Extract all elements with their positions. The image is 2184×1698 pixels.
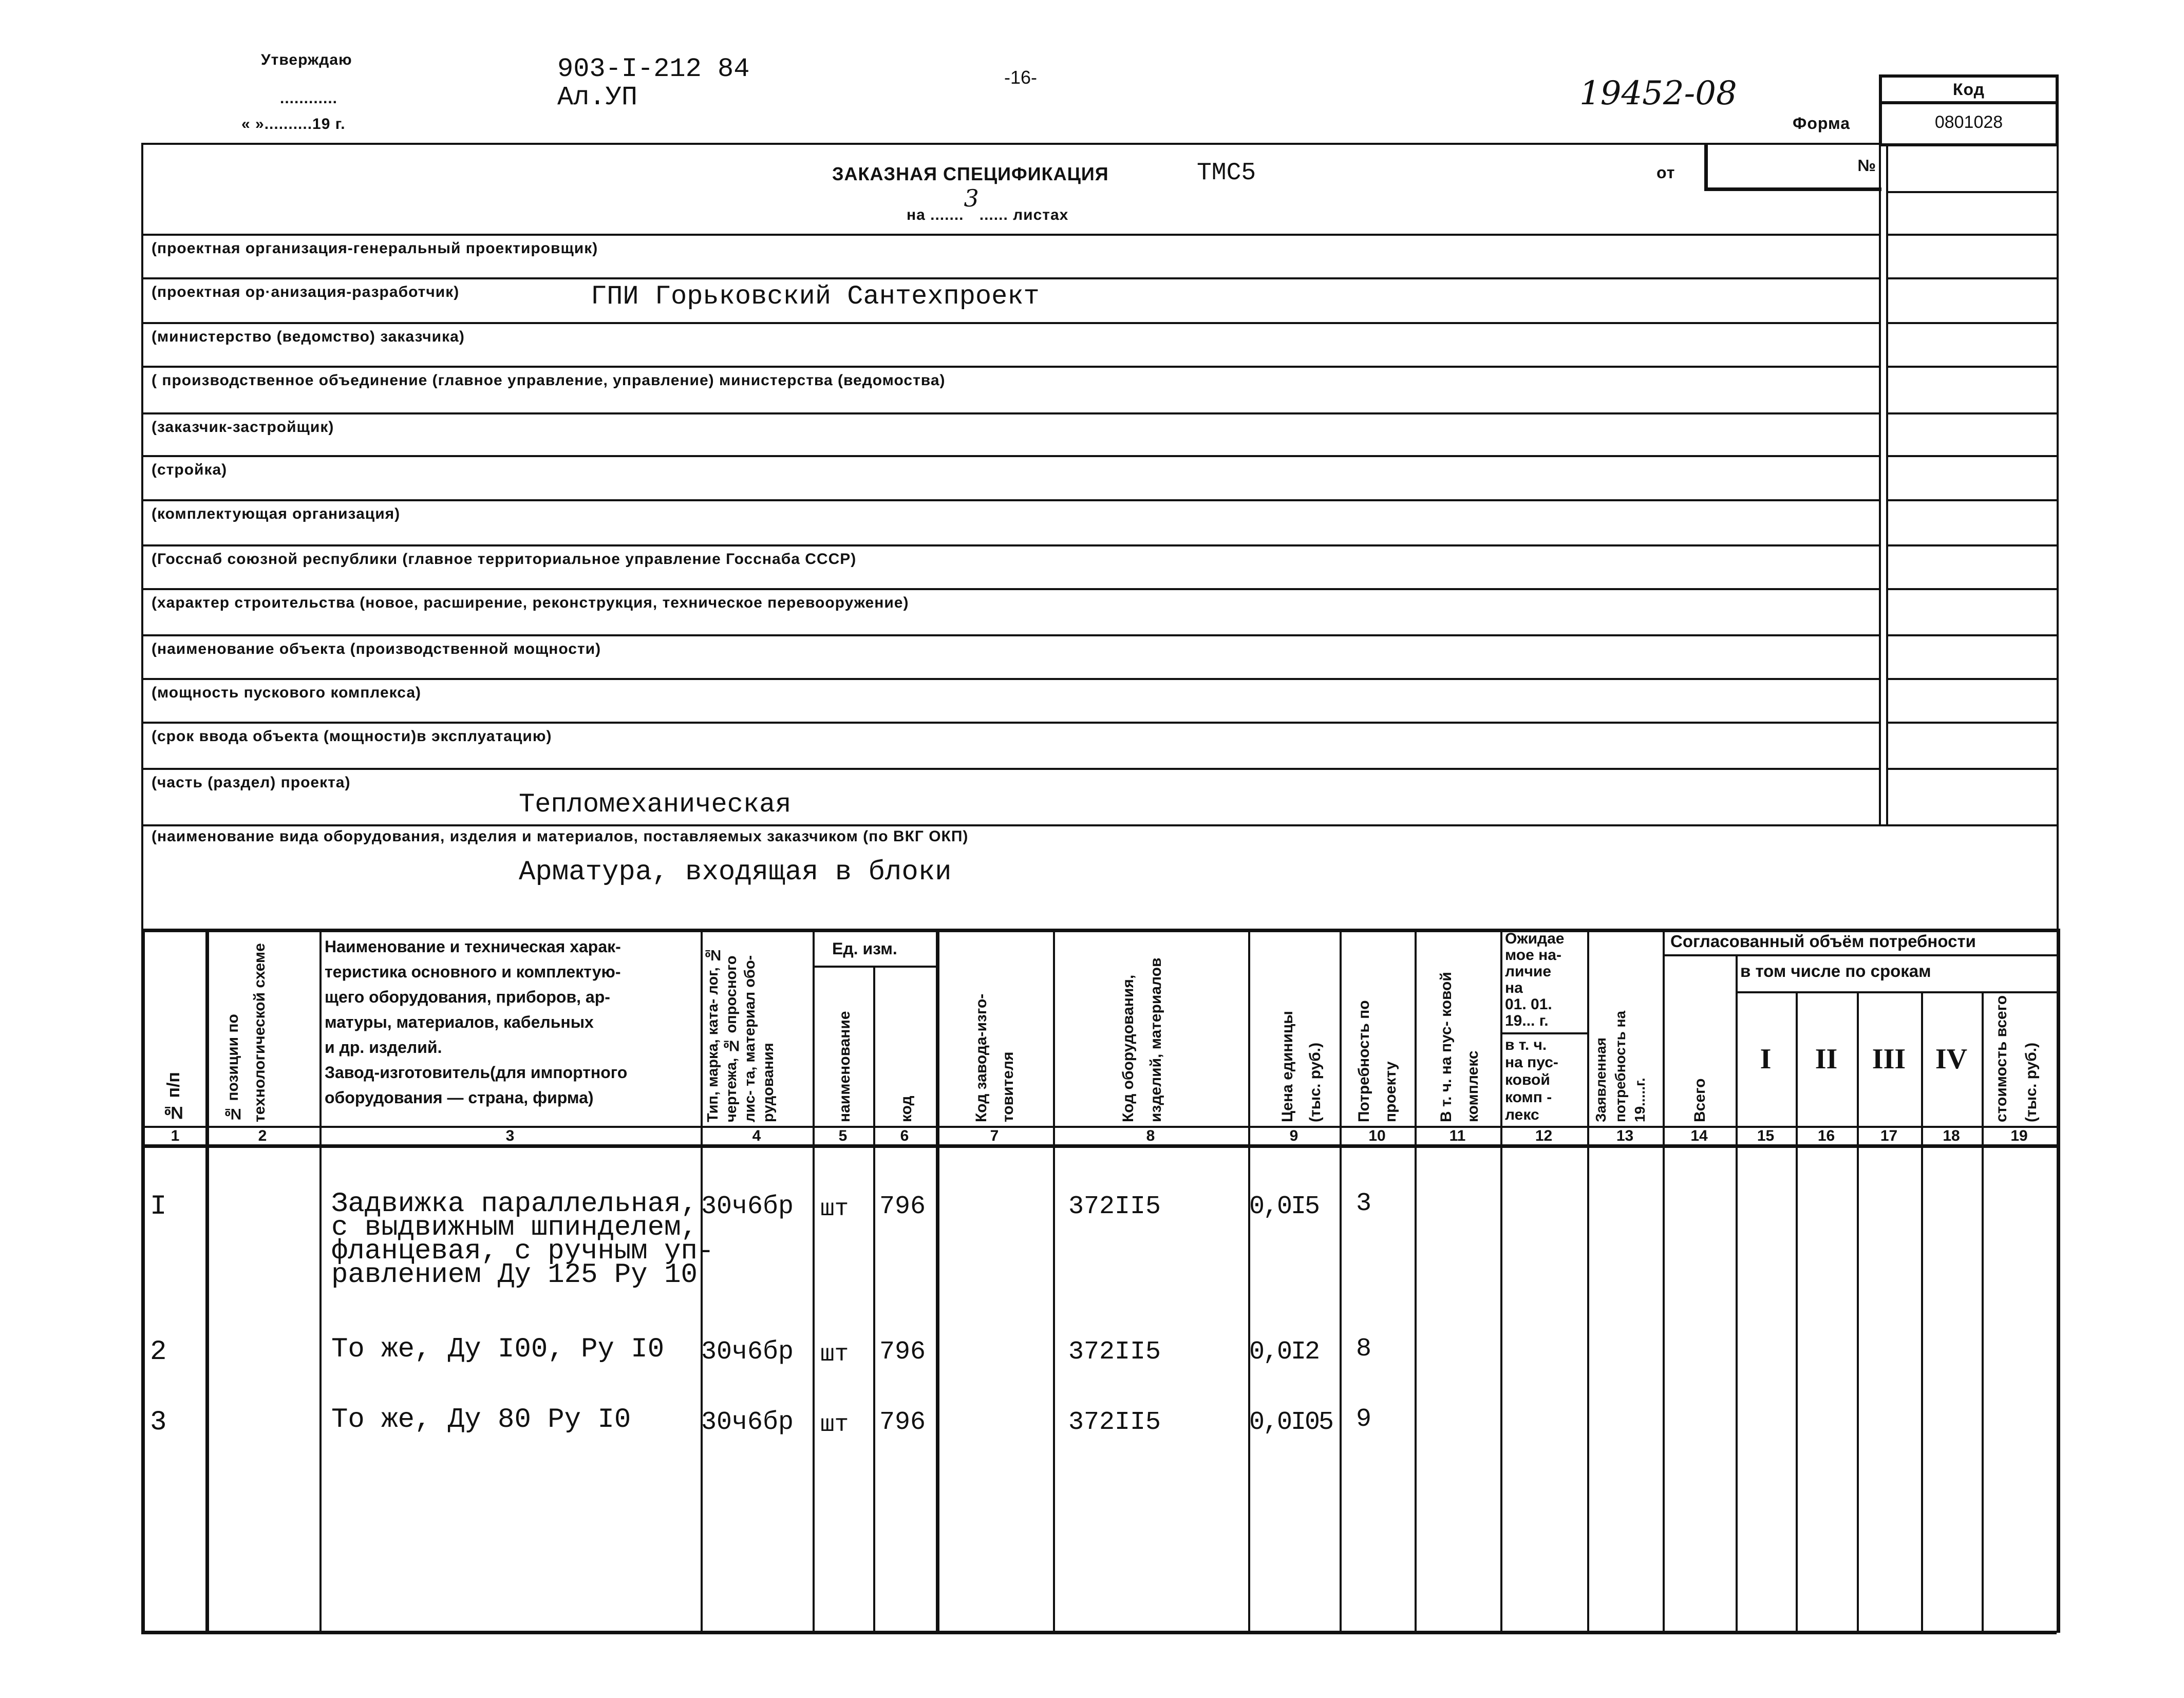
column-number: 13	[1616, 1127, 1634, 1144]
frame-top	[141, 143, 1879, 145]
form-row-line	[141, 277, 1879, 279]
column-number: 3	[505, 1127, 515, 1144]
form-row-line	[141, 678, 1879, 680]
column-number: 11	[1449, 1127, 1466, 1144]
col-header-name-line: щего оборудования, приборов, ар-	[325, 988, 610, 1006]
table-col-line	[1796, 991, 1798, 1631]
col-header-expected-sub-line: комп -	[1505, 1089, 1552, 1106]
col-header-expected-sub-line: ковой	[1505, 1071, 1550, 1088]
kod-row-line	[1886, 412, 2057, 414]
kod-value: 0801028	[1934, 112, 2003, 132]
form-field-label: (министерство (ведомство) заказчика)	[152, 328, 465, 345]
kod-row-line	[1886, 634, 2057, 636]
col-header-unit-group: Ед. изм.	[832, 939, 897, 958]
table-col-line	[205, 929, 209, 1631]
table-row-unit: шт	[820, 1196, 849, 1222]
equipment-type-value: Арматура, входящая в блоки	[519, 857, 952, 888]
kod-row-line	[1886, 455, 2057, 457]
table-row-unit: шт	[820, 1411, 849, 1438]
table-row-unit-code: 796	[879, 1408, 926, 1437]
col-header-price: Цена единицы (тыс. руб.)	[1279, 1011, 1324, 1122]
table-row-price: 0,0I05	[1249, 1408, 1333, 1437]
sheets-line	[907, 184, 1069, 225]
col-header-name-line: Наименование и техническая харак-	[325, 937, 621, 956]
column-number: 19	[2010, 1127, 2028, 1144]
sheets-prefix: на .......	[907, 206, 964, 223]
table-row-num: 2	[150, 1336, 167, 1368]
table-row-type: 30ч6бр	[701, 1408, 794, 1437]
kod-row-line	[1886, 544, 2057, 546]
col-header-name-line: и др. изделий.	[325, 1038, 442, 1056]
col-header-expected-line: 19... г.	[1505, 1012, 1549, 1029]
column-number: 4	[752, 1127, 761, 1144]
form-field-label: (проектная организация-генеральный проектировщик)	[152, 240, 598, 257]
kod-row-line	[1886, 191, 2057, 193]
table-col-line	[1415, 929, 1417, 1631]
kod-row-line	[1886, 322, 2057, 324]
col-header-agreed-group: Согласованный объём потребности	[1670, 932, 1976, 951]
col-header-need: Потребность по проекту	[1355, 1000, 1399, 1122]
kod-header-box	[1879, 74, 2059, 104]
album-label: Ал.УП	[557, 82, 638, 112]
table-col-line	[1587, 929, 1589, 1631]
col-header-term-c16: II	[1815, 1043, 1838, 1075]
table-row-type: 30ч6бр	[701, 1192, 794, 1221]
unit-group-line	[813, 966, 936, 968]
column-number: 12	[1535, 1127, 1553, 1144]
form-field-label: ( производственное объединение (главное управление, управление) министерства (ведомоства)	[152, 372, 946, 389]
sheets-value: 3	[964, 184, 980, 212]
form-row-line	[141, 588, 1879, 590]
table-row-price: 0,0I2	[1249, 1337, 1319, 1367]
page-number: -16-	[1004, 67, 1038, 88]
kod-row-line-13	[1879, 824, 2057, 826]
form-row-line	[141, 722, 1879, 724]
table-col-line	[1340, 929, 1342, 1631]
form-field-label: (мощность пускового комплекса)	[152, 684, 421, 701]
col-header-expected-line: Ожидае	[1505, 930, 1565, 947]
col-header-total: Всего	[1691, 1078, 1708, 1122]
approve-dots: ............	[280, 90, 338, 107]
form-row-line	[141, 768, 1879, 770]
spec-title: ЗАКАЗНАЯ СПЕЦИФИКАЦИЯ	[832, 163, 1109, 184]
table-bottom-line	[141, 1631, 2057, 1634]
form-field-label: (наименование объекта (производственной мощности)	[152, 640, 601, 657]
col-header-term-c17: III	[1872, 1043, 1906, 1075]
form-field-label: (заказчик-застройщик)	[152, 419, 334, 436]
table-col-line	[936, 929, 939, 1631]
kod-row-line	[1886, 499, 2057, 501]
form-row-line	[141, 544, 1879, 546]
col-header-type: Тип, марка, ката- лог, № чертежа, № опросного лис- та, материал обо- рудования	[705, 947, 777, 1122]
col-header-name-line: теристика основного и комплектую-	[325, 963, 621, 981]
table-col-line	[873, 966, 875, 1631]
table-col-line	[319, 929, 322, 1631]
table-row-unit-code: 796	[879, 1337, 926, 1367]
number-row-bottom-line	[141, 1144, 2057, 1148]
col-header-by-terms: в том числе по срокам	[1740, 961, 1931, 980]
table-col-line	[1982, 991, 1984, 1631]
column-number: 14	[1690, 1127, 1708, 1144]
table-row-equip-code: 372II5	[1068, 1337, 1161, 1367]
table-row-name: Задвижка параллельная,	[331, 1188, 698, 1220]
form-field-label: (проектная ор·анизация-разработчик)	[152, 284, 460, 300]
form-field-label: (характер строительства (новое, расширение, реконструкция, техническое перевооружение)	[152, 594, 909, 611]
from-label: от	[1656, 163, 1675, 182]
handwritten-number: 19452-08	[1579, 74, 1737, 112]
approve-label: Утверждаю	[261, 51, 352, 68]
form-field-label: (часть (раздел) проекта)	[152, 774, 351, 791]
kod-label: Код	[1953, 80, 1985, 99]
table-row-name: с выдвижным шпинделем,	[331, 1212, 698, 1243]
form-field-label: (стройка)	[152, 461, 228, 478]
column-number: 8	[1146, 1127, 1155, 1144]
col-header-expected-line: мое на-	[1505, 947, 1561, 964]
col-header-term-c15: I	[1760, 1043, 1772, 1075]
col-header-unit-name: наименование	[836, 1011, 853, 1122]
col-header-expected-sub-line: на пус-	[1505, 1054, 1558, 1071]
row-line-13	[141, 824, 1879, 826]
approve-date: « »..........19 г.	[241, 116, 346, 133]
col-header-cost: стоимость всего (тыс. руб.)	[1993, 995, 2040, 1122]
column-number: 15	[1757, 1127, 1775, 1144]
table-row-name: фланцевая, с ручным уп-	[331, 1236, 714, 1267]
table-row-equip-code: 372II5	[1068, 1408, 1161, 1437]
kod-column-left	[1879, 144, 1881, 824]
col-header-name-line: матуры, материалов, кабельных	[325, 1013, 594, 1031]
table-row-unit: шт	[820, 1341, 849, 1368]
table-left-line	[141, 929, 145, 1633]
col-header-position: № позиции по технологической схеме	[224, 943, 268, 1122]
col-header-launch: В т. ч. на пус- ковой комплекс	[1438, 972, 1481, 1122]
col-header-expected-sub-line: в т. ч.	[1505, 1036, 1547, 1053]
number-box	[1704, 145, 1881, 191]
column-number: 1	[171, 1127, 180, 1144]
equipment-type-label: (наименование вида оборудования, изделия и материалов, поставляемых заказчиком (по ВКГ ОКП)	[152, 828, 969, 845]
column-number: 7	[990, 1127, 999, 1144]
col-header-name-line: оборудования — страна, фирма)	[325, 1088, 594, 1107]
column-number: 18	[1943, 1127, 1960, 1144]
kod-row-line	[1886, 366, 2057, 368]
col-header-num: № п/п	[164, 1072, 183, 1122]
kod-row-line	[1886, 768, 2057, 770]
table-col-line	[1921, 991, 1923, 1631]
column-number: 10	[1368, 1127, 1386, 1144]
sheets-suffix: ...... листах	[979, 206, 1069, 223]
table-right-line	[2057, 929, 2060, 1633]
form-row-line	[141, 234, 1879, 236]
form-row-line	[141, 412, 1879, 414]
col-header-expected-line: на	[1505, 979, 1523, 996]
column-number: 16	[1817, 1127, 1835, 1144]
column-number: 2	[258, 1127, 267, 1144]
number-label: №	[1857, 156, 1876, 175]
column-number: 17	[1880, 1127, 1898, 1144]
column-number: 6	[900, 1127, 909, 1144]
col-header-declared: Заявленная потребность на 19.....г.	[1593, 1010, 1648, 1122]
col-header-term-c18: IV	[1935, 1043, 1968, 1075]
spec-code: ТМС5	[1197, 159, 1256, 187]
form-field-value: Тепломеханическая	[519, 789, 792, 820]
frame-left-upper	[141, 143, 143, 931]
col-header-unit-code: код	[898, 1096, 915, 1122]
column-number: 9	[1289, 1127, 1298, 1144]
table-row-qty: 9	[1356, 1405, 1372, 1434]
col-header-name-line: Завод-изготовитель(для импортного	[325, 1063, 628, 1082]
table-row-equip-code: 372II5	[1068, 1192, 1161, 1221]
kod-row-line	[1886, 722, 2057, 724]
form-field-value: ГПИ Горьковский Сантехпроект	[591, 281, 1040, 312]
table-row-qty: 3	[1356, 1189, 1372, 1218]
table-col-line	[1248, 929, 1250, 1631]
table-col-line	[1663, 929, 1665, 1631]
table-row-num: I	[150, 1191, 167, 1222]
kod-row-line	[1886, 234, 2057, 236]
col-header-expected-line: 01. 01.	[1505, 996, 1552, 1013]
kod-row-line	[1886, 277, 2057, 279]
forma-label: Форма	[1793, 114, 1851, 133]
frame-right-upper	[2057, 144, 2059, 940]
col-header-expected-line: личие	[1505, 963, 1552, 980]
col-header-expected-sub-line: лекс	[1505, 1106, 1539, 1123]
column-number: 5	[838, 1127, 848, 1144]
table-col-line	[813, 929, 815, 1631]
table-row-name: То же, Ду 80 Ру I0	[331, 1404, 631, 1436]
table-row-name: равлением Ду 125 Ру 10	[331, 1259, 698, 1291]
form-field-label: (Госснаб союзной республики (главное территориальное управление Госснаба СССР)	[152, 551, 857, 568]
table-row-num: 3	[150, 1407, 167, 1438]
form-field-label: (комплектующая организация)	[152, 505, 401, 522]
table-col-line	[701, 929, 703, 1631]
table-col-line	[1053, 929, 1055, 1631]
table-row-name: То же, Ду I00, Ру I0	[331, 1334, 665, 1365]
form-row-line	[141, 499, 1879, 501]
form-row-line	[141, 366, 1879, 368]
form-row-line	[141, 455, 1879, 457]
kod-row-line	[1886, 678, 2057, 680]
table-row-unit-code: 796	[879, 1192, 926, 1221]
form-field-label: (срок ввода объекта (мощности)в эксплуатацию)	[152, 728, 552, 745]
doc-number: 903-I-212 84	[557, 54, 750, 84]
form-row-line	[141, 322, 1879, 324]
col-header-equip-code: Код оборудования, изделий, материалов	[1120, 957, 1164, 1122]
kod-value-box	[1879, 104, 2059, 146]
table-row-price: 0,0I5	[1249, 1192, 1319, 1221]
c12-split-line	[1500, 1032, 1587, 1034]
table-row-type: 30ч6бр	[701, 1337, 794, 1367]
table-row-qty: 8	[1356, 1334, 1372, 1364]
form-row-line	[141, 634, 1879, 636]
col-header-maker-code: Код завода-изго- товителя	[973, 993, 1016, 1122]
table-col-line	[1857, 991, 1859, 1631]
kod-row-line	[1886, 588, 2057, 590]
